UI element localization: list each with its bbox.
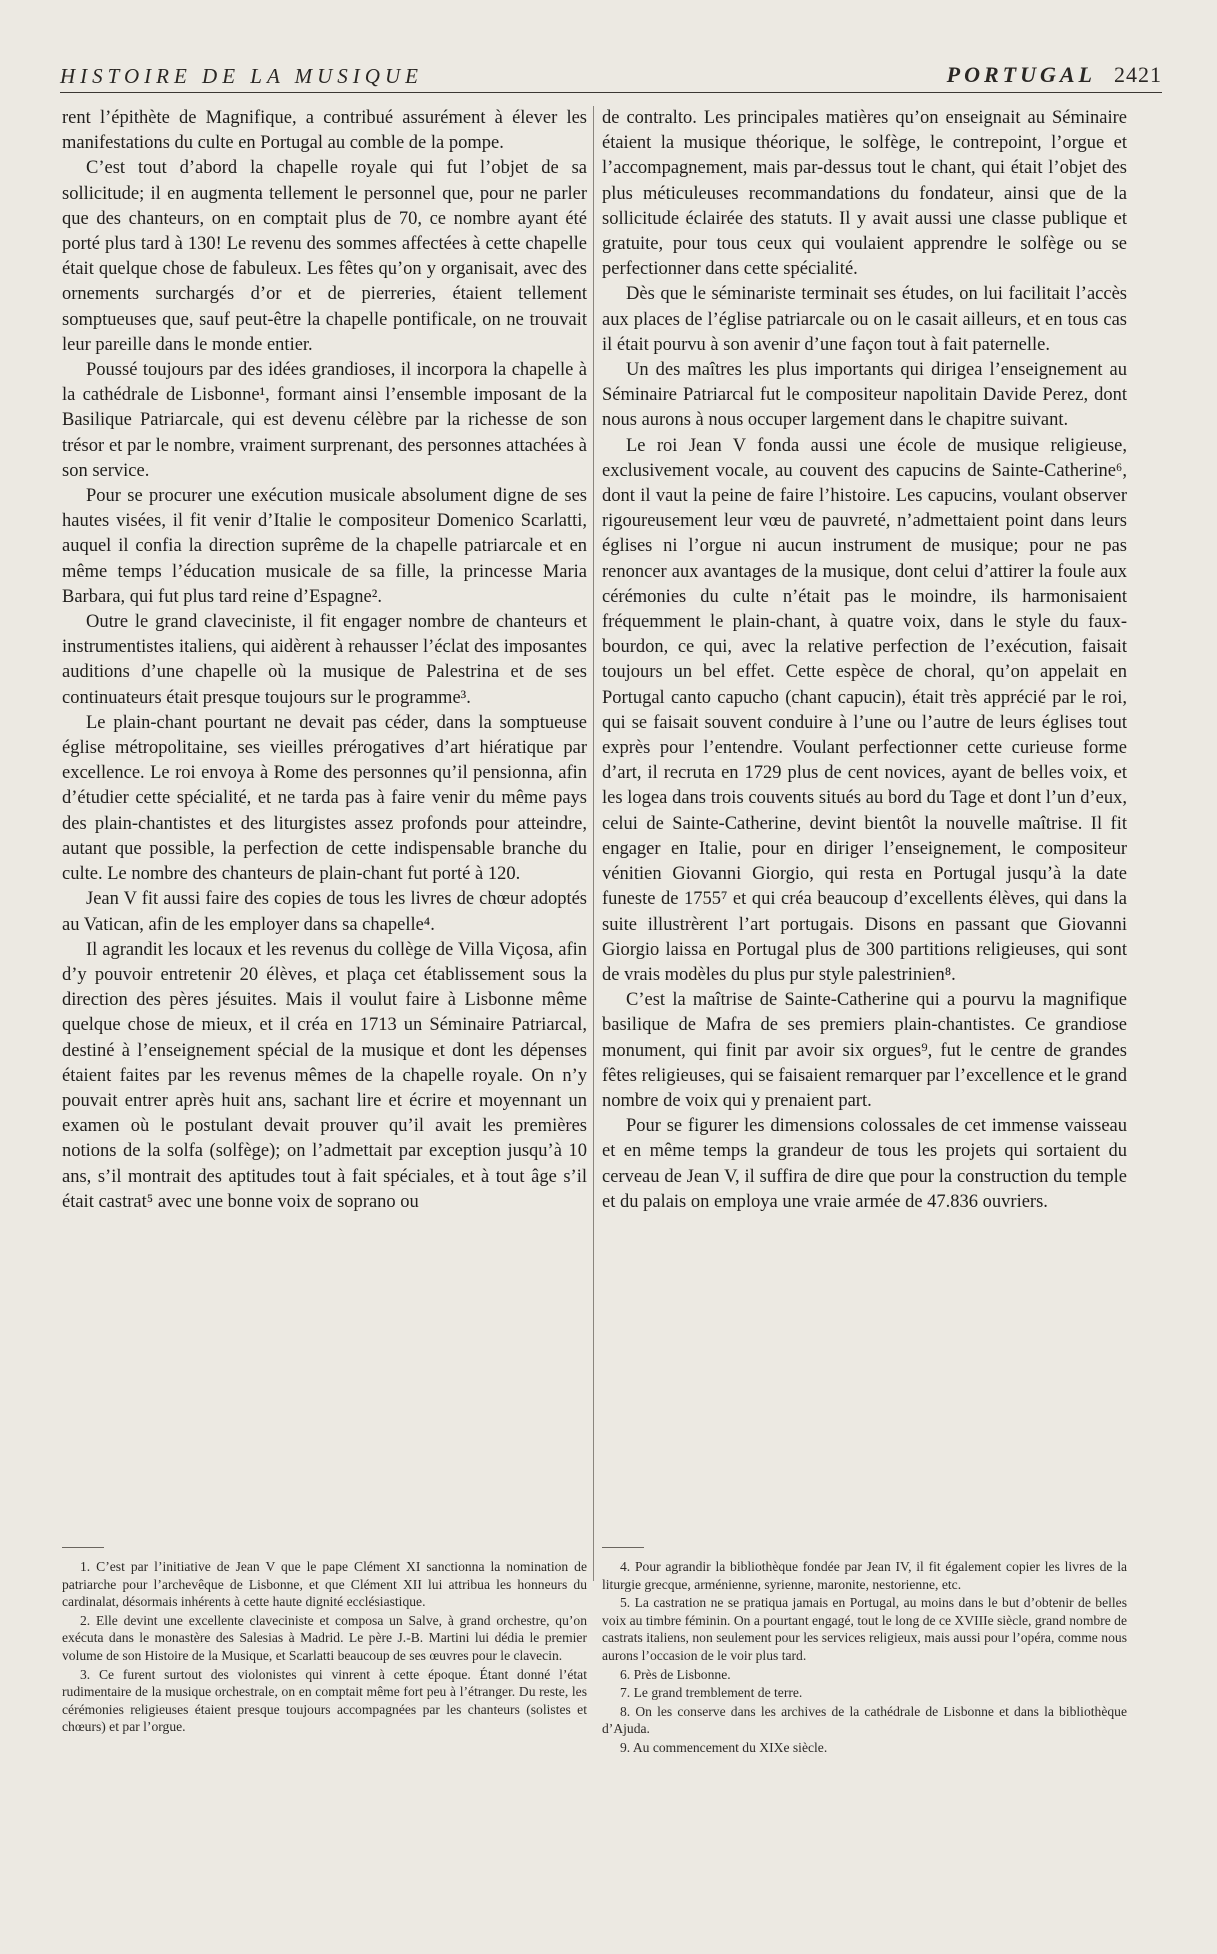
header-section-title: PORTUGAL — [946, 62, 1096, 87]
paragraph: Le roi Jean V fonda aussi une école de musique religieuse, exclusivement vocale, au couvent des capucins de Sainte-Catherine⁶, dont il vaut la peine de faire l’histoire. Les capucins, voulant observer rigoureusement leur vœu de pauvreté, n’admettaient point dans leurs églises ni l’orgue ni aucun instrument de musique; pour ne pas renoncer aux avantages de la musique, dont celui d’attirer la foule aux cérémonies du culte n’était pas le moindre, ils harmonisaient fréquemment le plain-chant, à quatre voix, dans le style du faux-bourdon, ce qui, avec la relative perfection de l’exécution, faisait toujours un bel effet. Cette espèce de choral, qu’on appelait en Portugal canto capucho (chant capucin), était très apprécié par le roi, qui se faisait souvent conduire à l’une ou l’autre de leurs églises tout exprès pour l’entendre. Voulant perfectionner cette curieuse forme d’art, il recruta en 1729 plus de cent novices, ayant de belles voix, et les logea dans trois couvents situés au bord du Tage et dont l’un d’eux, celui de Sainte-Catherine, devint bientôt la nouvelle maîtrise. Il fit engager en Italie, pour en diriger l’enseignement, le compositeur vénitien Giovanni Giorgio, qui resta en Portugal jusqu’à la date funeste de 1755⁷ et qui créa beaucoup d’excellents élèves, qui dans la suite illustrèrent l’art portugais. Disons en passant que Giovanni Giorgio laissa en Portugal plus de 300 partitions religieuses, qui sont de vrais modèles du plus pur style palestrinien⁸. — [602, 435, 1127, 985]
footnotes-left — [62, 1558, 587, 1737]
paragraph: Dès que le séminariste terminait ses études, on lui facilitait l’accès aux places de l’église patriarcale ou on le casait ailleurs, et en tous cas il était pourvu à son avenir d’une façon tout à fait paternelle. — [602, 284, 1127, 355]
footnote: 8. On les conserve dans les archives de la cathédrale de Lisbonne et dans la bibliothèque d’Ajuda. — [602, 1703, 1127, 1737]
footnote: 7. Le grand tremblement de terre. — [620, 1685, 803, 1701]
paragraph: Il agrandit les locaux et les revenus du collège de Villa Viçosa, afin d’y pouvoir entretenir 20 élèves, et plaça cet établissement sous la direction des pères jésuites. Mais il voulut faire à Lisbonne même quelque chose de mieux, et il créa en 1713 un Séminaire Patriarcal, destiné à l’enseignement spécial de la musique et dont les dépenses étaient faites par les revenus mêmes de la chapelle royale. On n’y pouvait entrer après huit ans, sachant lire et écrire et moyennant un examen où le postulant devait prouver qu’il avait les premières notions de la solfa (solfège); on l’admettait par exception jusqu’à 10 ans, s’il montrait des aptitudes tout à fait spéciales, et à tout âge s’il était castrat⁵ avec une bonne voix de soprano ou — [62, 939, 587, 1212]
footnote: 3. Ce furent surtout des violonistes qui vinrent à cette époque. Étant donné l’état rudimentaire de la musique orchestrale, on en comptait même fort peu à l’étranger. Du reste, les cérémonies religieuses étaient presque toujours accompagnées par les chanteurs (solistes et chœurs) et par l’orgue. — [62, 1666, 587, 1735]
header-book-title: HISTOIRE DE LA MUSIQUE — [60, 64, 423, 88]
footnote: 4. Pour agrandir la bibliothèque fondée par Jean IV, il fit également copier les livres de la liturgie grecque, arménienne, syrienne, maronite, nestorienne, etc. — [602, 1559, 1127, 1592]
paragraph: de contralto. Les principales matières qu’on enseignait au Séminaire étaient la musique théorique, le solfège, le contrepoint, l’orgue et l’accompagnement, mais par-dessus tout le chant, qui était l’objet des plus méticuleuses recommandations du fondateur, ainsi que de la sollicitude éclairée des statuts. Il y avait aussi une classe publique et gratuite, pour tous ceux qui voulaient apprendre le solfège ou se perfectionner dans cette spécialité. — [602, 108, 1127, 280]
footnote-separator — [62, 1547, 104, 1548]
paragraph: Le plain-chant pourtant ne devait pas céder, dans la somptueuse église métropolitaine, ses vieilles prérogatives d’art hiératique par excellence. Le roi envoya à Rome des personnes qu’il pensionna, afin d’étudier cette spécialité, et ne tarda pas à faire venir du même pays des plain-chantistes et des liturgistes assez profonds pour atteindre, autant que possible, la perfection de cette indispensable branche du culte. Le nombre des chanteurs de plain-chant fut porté à 120. — [62, 712, 587, 885]
paragraph: C’est tout d’abord la chapelle royale qui fut l’objet de sa sollicitude; il en augmenta tellement le personnel que, pour ne parler que des chanteurs, on en comptait plus de 70, ce nombre ayant été porté plus tard à 130! Le revenu des sommes affectées à cette chapelle était quelque chose de fabuleux. Les fêtes qu’on y organisait, avec des ornements surchargés d’or et de pierreries, étaient tellement somptueuses que, sauf peut-être la chapelle pontificale, on ne trouvait leur pareille dans le monde entier. — [62, 158, 587, 355]
paragraph: Jean V fit aussi faire des copies de tous les livres de chœur adoptés au Vatican, afin de les employer dans sa chapelle⁴. — [62, 889, 587, 935]
footnote: 1. C’est par l’initiative de Jean V que le pape Clément XI sanctionna la nomination de patriarche pour l’archevêque de Lisbonne, et que Clément XII lui attribua les honneurs du cardinalat, désormais inhérents à cette haute dignité ecclésiastique. — [62, 1559, 587, 1610]
paragraph: rent l’épithète de Magnifique, a contribué assurément à élever les manifestations du culte en Portugal au comble de la pompe. — [62, 108, 587, 154]
footnote-separator — [602, 1547, 644, 1548]
column-divider — [593, 106, 594, 1581]
paragraph: Poussé toujours par des idées grandioses, il incorpora la chapelle à la cathédrale de Lisbonne¹, formant ainsi l’ensemble imposant de la Basilique Patriarcale, qui est devenu célèbre par la richesse de son trésor et par le nombre, vraiment surprenant, des personnes attachées à son service. — [62, 360, 587, 481]
paragraph: Un des maîtres les plus importants qui dirigea l’enseignement au Séminaire Patriarcal fut le compositeur napolitain Davide Perez, dont nous aurons à nous occuper largement dans le chapitre suivant. — [602, 360, 1127, 431]
footnote: 2. Elle devint une excellente claveciniste et composa un Salve, à grand orchestre, qu’on exécuta dans le monastère des Salesias à Madrid. Le père J.-B. Martini lui dédia le premier volume de son Histoire de la Musique, et Scarlatti beaucoup de ses œuvres pour le clavecin. — [62, 1612, 587, 1663]
footnote: 6. Près de Lisbonne. — [620, 1666, 731, 1682]
footnote: 9. Au commencement du XIXe siècle. — [620, 1739, 828, 1755]
header-section — [947, 62, 1162, 88]
running-header — [60, 62, 1162, 93]
footnotes-right — [602, 1558, 1127, 1758]
paragraph: C’est la maîtrise de Sainte-Catherine qui a pourvu la magnifique basilique de Mafra de ses premiers plain-chantistes. Ce grandiose monument, qui finit par avoir six orgues⁹, fut le centre de grandes fêtes religieuses, qui se faisaient remarquer par l’excellence et le grand nombre de voix qui y prenaient part. — [602, 990, 1127, 1111]
paragraph: Pour se procurer une exécution musicale absolument digne de ses hautes visées, il fit venir d’Italie le compositeur Domenico Scarlatti, auquel il confia la direction suprême de la chapelle patriarcale et en même temps l’éducation musicale de sa fille, la princesse Maria Barbara, qui fut plus tard reine d’Espagne². — [62, 486, 587, 607]
left-column — [62, 106, 587, 1215]
footnote: 5. La castration ne se pratiqua jamais en Portugal, au moins dans le but d’obtenir de belles voix au timbre féminin. On a pourtant engagé, tout le long de ce XVIIIe siècle, grand nombre de castrats italiens, non seulement pour les services religieux, mais aussi pour l’opéra, comme nous aurons l’occasion de le voir plus tard. — [602, 1595, 1127, 1663]
right-column — [602, 106, 1127, 1215]
page-number: 2421 — [1114, 62, 1162, 87]
paragraph: Pour se figurer les dimensions colossales de cet immense vaisseau et en même temps la grandeur de tous les projets qui sortaient du cerveau de Jean V, il suffira de dire que pour la construction du temple et du palais on employa une vraie armée de 47.836 ouvriers. — [602, 1116, 1127, 1212]
paragraph: Outre le grand claveciniste, il fit engager nombre de chanteurs et instrumentistes italiens, qui aidèrent à rehausser l’éclat des imposantes auditions d’une chapelle où la musique de Palestrina et de ses continuateurs était presque toujours sur le programme³. — [62, 612, 587, 708]
